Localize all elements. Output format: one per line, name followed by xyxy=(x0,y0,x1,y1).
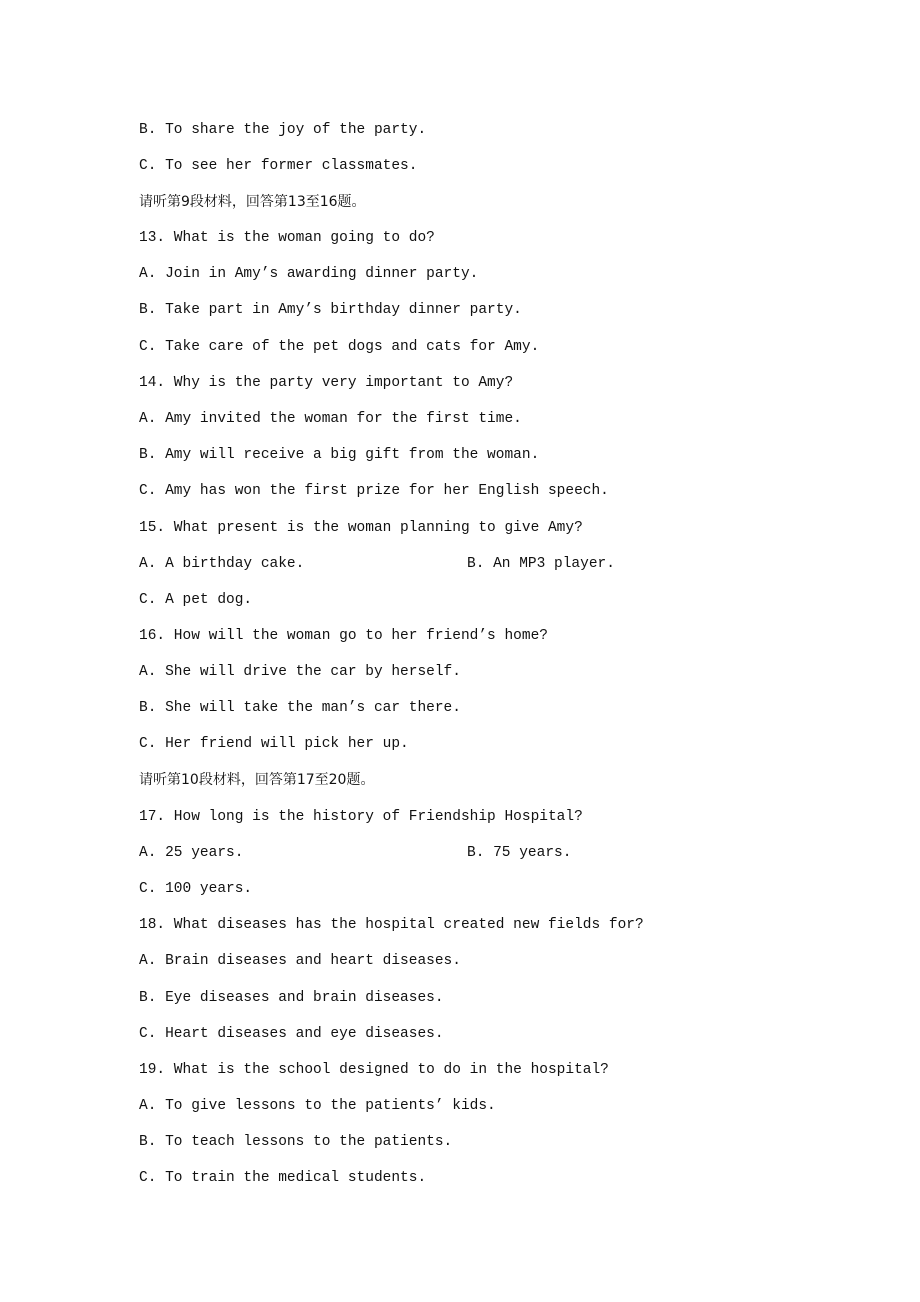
option-19b: B. To teach lessons to the patients. xyxy=(139,1134,453,1150)
option-14a: A. Amy invited the woman for the first time. xyxy=(139,411,522,427)
option-15c: C. A pet dog. xyxy=(139,592,253,608)
option-19c: C. To train the medical students. xyxy=(139,1170,427,1186)
question-19: 19. What is the school designed to do in the hospital? xyxy=(139,1062,609,1078)
section-instruction-9: 请听第9段材料，回答第13至16题。 xyxy=(139,194,366,210)
option-18c: C. Heart diseases and eye diseases. xyxy=(139,1026,444,1042)
option-16a: A. She will drive the car by herself. xyxy=(139,664,461,680)
option-15a: A. A birthday cake. xyxy=(139,556,305,572)
option-17a: A. 25 years. xyxy=(139,845,244,861)
option-18a: A. Brain diseases and heart diseases. xyxy=(139,953,461,969)
option-15b: B. An MP3 player. xyxy=(467,556,615,572)
option-13b: B. Take part in Amy’s birthday dinner party. xyxy=(139,302,522,318)
section-instruction-10: 请听第10段材料，回答第17至20题。 xyxy=(139,772,375,788)
question-18: 18. What diseases has the hospital created new fields for? xyxy=(139,917,644,933)
option-17b: B. 75 years. xyxy=(467,845,572,861)
option-14b: B. Amy will receive a big gift from the woman. xyxy=(139,447,540,463)
question-14: 14. Why is the party very important to Amy? xyxy=(139,375,514,391)
question-16: 16. How will the woman go to her friend’s home? xyxy=(139,628,548,644)
option-12b: B. To share the joy of the party. xyxy=(139,122,427,138)
option-16b: B. She will take the man’s car there. xyxy=(139,700,461,716)
question-17: 17. How long is the history of Friendship Hospital? xyxy=(139,809,583,825)
option-19a: A. To give lessons to the patients’ kids. xyxy=(139,1098,496,1114)
option-12c: C. To see her former classmates. xyxy=(139,158,418,174)
option-16c: C. Her friend will pick her up. xyxy=(139,736,409,752)
option-18b: B. Eye diseases and brain diseases. xyxy=(139,990,444,1006)
question-13: 13. What is the woman going to do? xyxy=(139,230,435,246)
option-13a: A. Join in Amy’s awarding dinner party. xyxy=(139,266,479,282)
option-14c: C. Amy has won the first prize for her English speech. xyxy=(139,483,609,499)
option-17c: C. 100 years. xyxy=(139,881,253,897)
question-15: 15. What present is the woman planning to give Amy? xyxy=(139,520,583,536)
option-13c: C. Take care of the pet dogs and cats for Amy. xyxy=(139,339,540,355)
